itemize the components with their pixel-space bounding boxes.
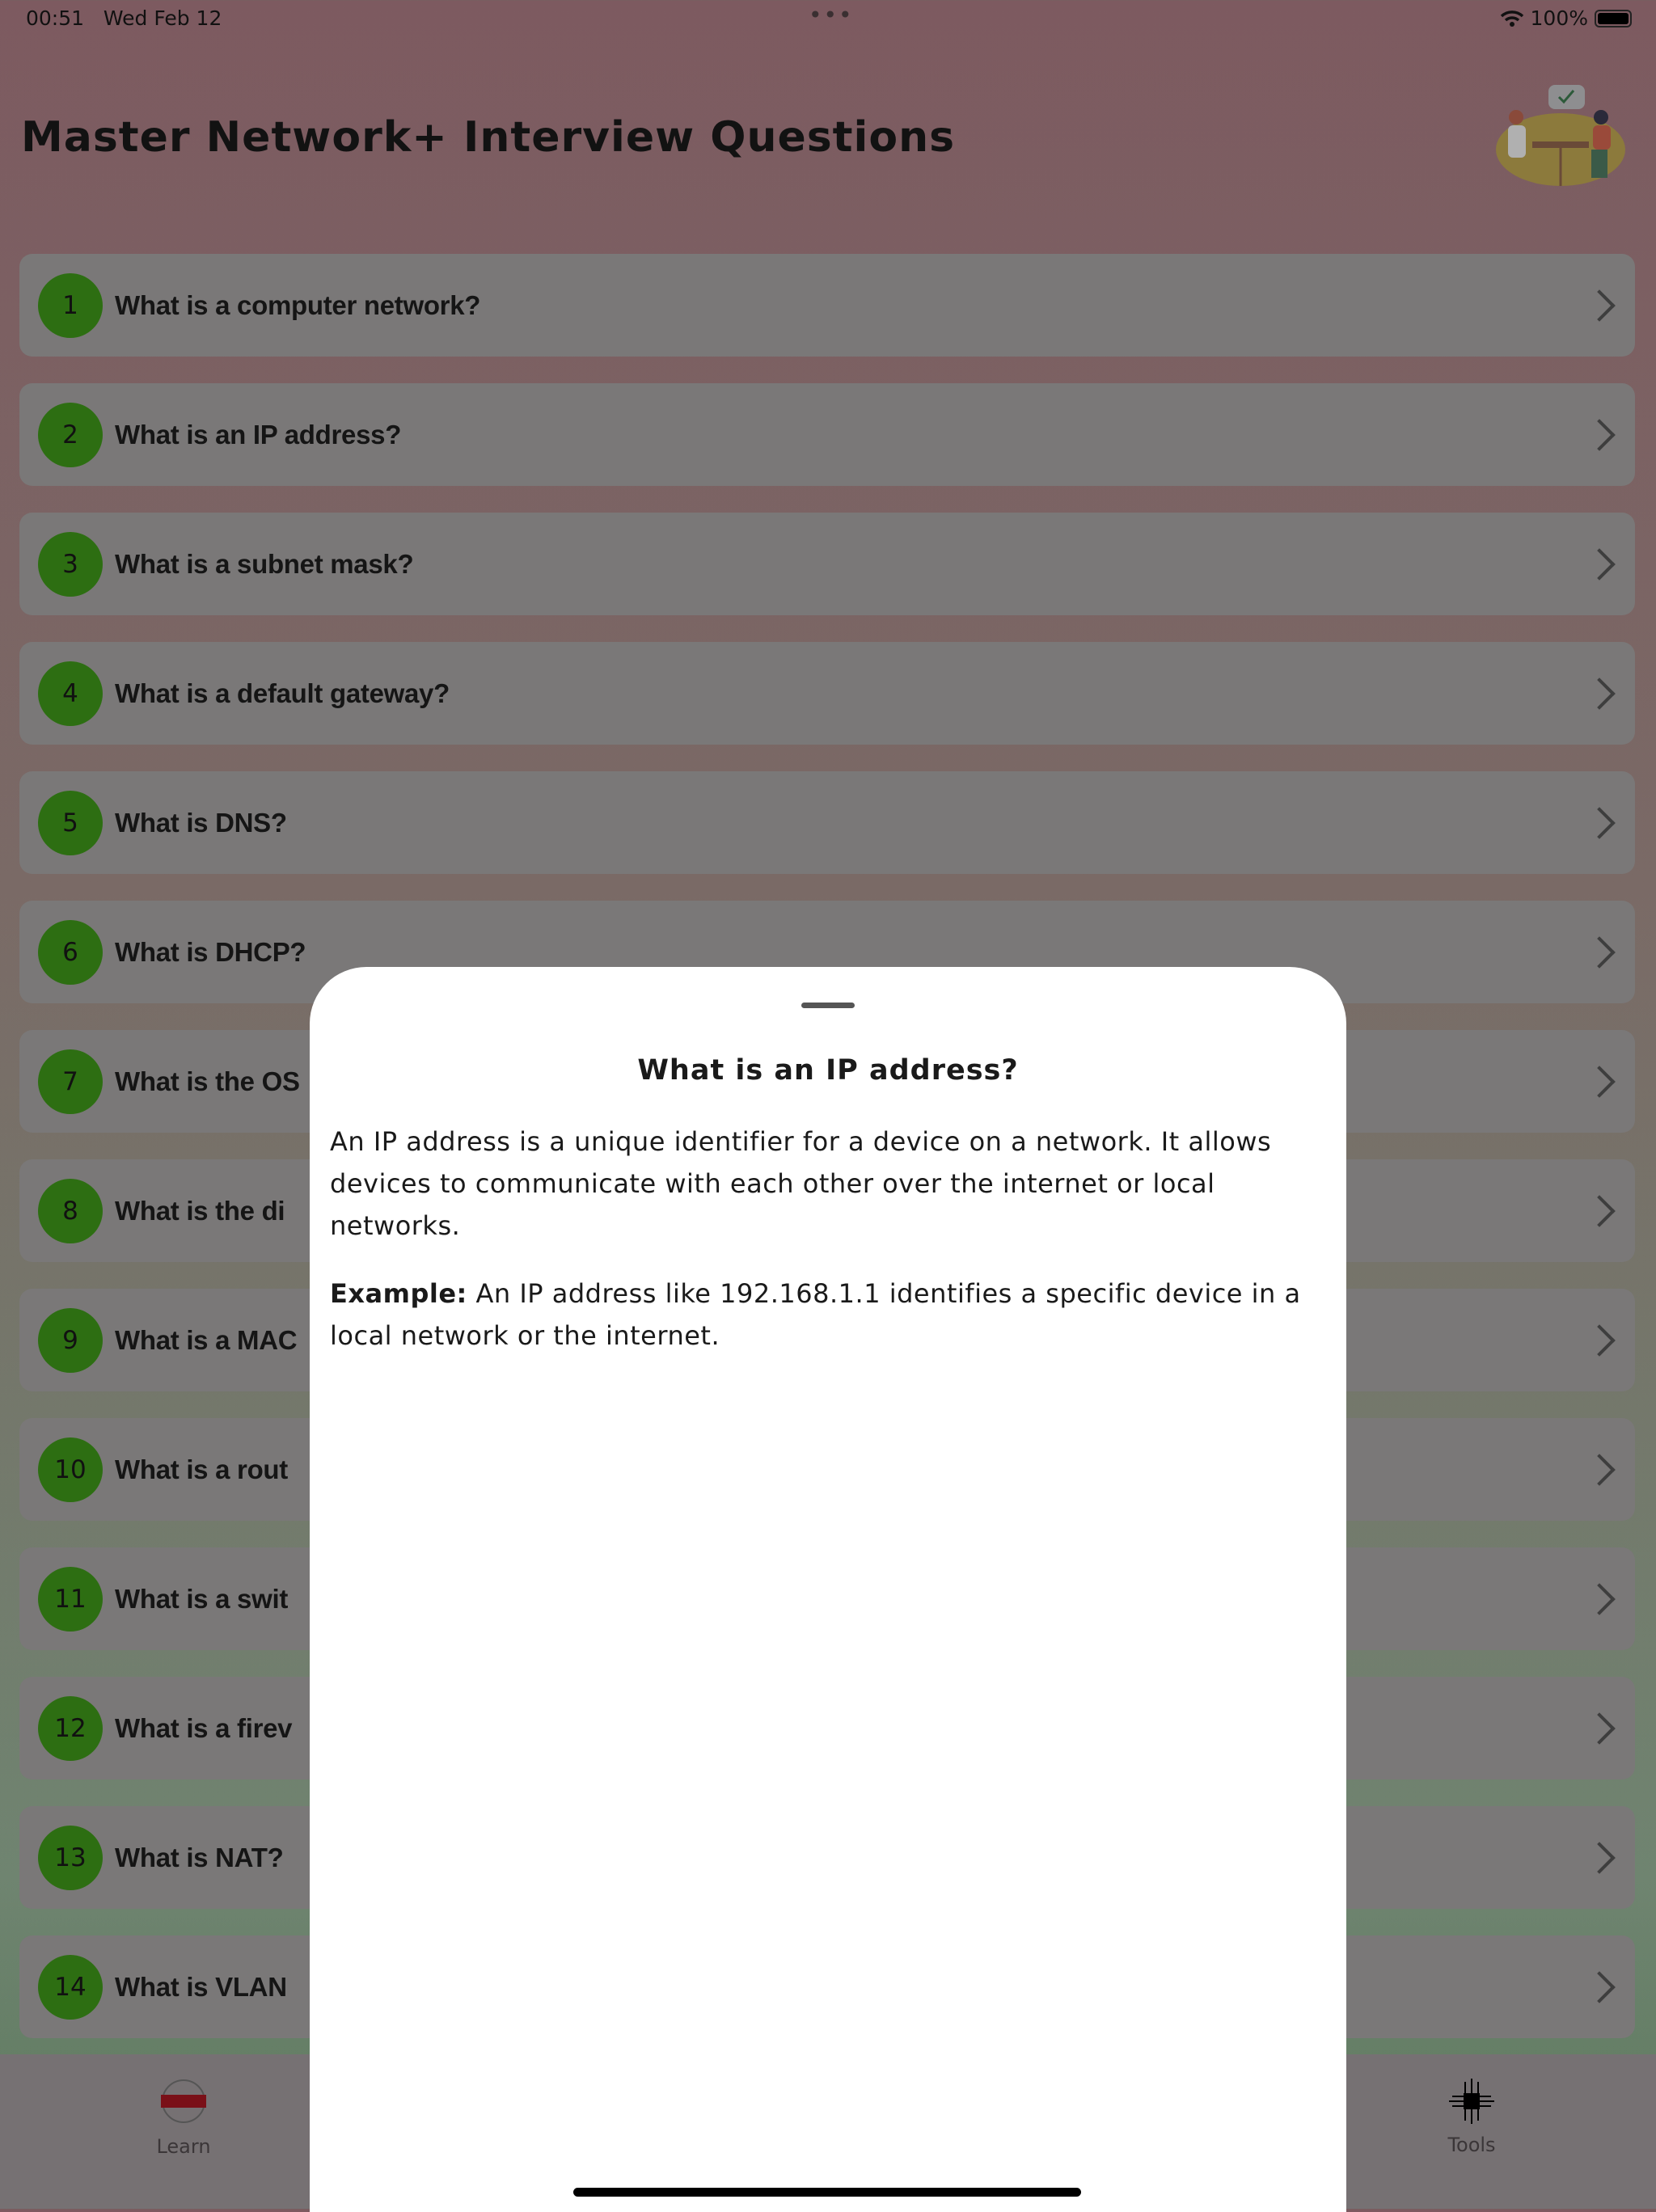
question-text: What is a swit <box>115 1583 289 1614</box>
question-number-badge: 6 <box>38 920 103 985</box>
battery-percent: 100% <box>1530 6 1588 30</box>
question-number-badge: 1 <box>38 273 103 338</box>
multitask-dots[interactable]: ••• <box>809 2 854 28</box>
question-row[interactable] <box>19 771 1635 874</box>
question-text: What is DHCP? <box>115 936 306 967</box>
chevron-right-icon <box>1583 678 1616 710</box>
question-text: What is a computer network? <box>115 289 481 320</box>
question-row[interactable] <box>19 383 1635 486</box>
question-row[interactable] <box>19 254 1635 357</box>
question-number-badge: 14 <box>38 1955 103 2020</box>
chevron-right-icon <box>1583 419 1616 451</box>
status-bar <box>0 0 1656 39</box>
chevron-right-icon <box>1583 1971 1616 2003</box>
question-number-badge: 4 <box>38 661 103 726</box>
chevron-right-icon <box>1583 1066 1616 1098</box>
question-number-badge: 12 <box>38 1696 103 1761</box>
home-indicator[interactable] <box>573 2188 1081 2197</box>
question-text: What is the OS <box>115 1066 300 1096</box>
answer-sheet <box>310 967 1346 2212</box>
question-text: What is an IP address? <box>115 419 402 450</box>
tab-tools-label: Tools <box>1447 2134 1496 2156</box>
question-number-badge: 5 <box>38 791 103 855</box>
question-text: What is DNS? <box>115 807 287 838</box>
tab-learn[interactable] <box>127 2077 240 2158</box>
chevron-right-icon <box>1583 1842 1616 1874</box>
question-number-badge: 10 <box>38 1437 103 1502</box>
question-number-badge: 8 <box>38 1179 103 1243</box>
question-text: What is a MAC <box>115 1324 298 1355</box>
tab-learn-label: Learn <box>156 2135 211 2158</box>
question-text: What is a default gateway? <box>115 678 450 708</box>
chevron-right-icon <box>1583 548 1616 580</box>
question-text: What is a rout <box>115 1454 288 1484</box>
ai-chip-icon <box>1447 2077 1496 2125</box>
question-number-badge: 11 <box>38 1567 103 1632</box>
wifi-icon <box>1500 10 1524 27</box>
answer-text: An IP address is a unique identifier for a device on a network. It allows devices to communicate with each other over the internet or local networks. <box>330 1126 1272 1241</box>
question-number-badge: 13 <box>38 1826 103 1890</box>
chevron-right-icon <box>1583 1454 1616 1486</box>
question-number-badge: 3 <box>38 532 103 597</box>
battery-icon <box>1595 10 1632 27</box>
example-text: Example: An IP address like 192.168.1.1 identifies a specific device in a local network or the internet. <box>330 1278 1301 1351</box>
tab-tools[interactable] <box>1415 2077 1528 2156</box>
network-plus-icon <box>158 2077 209 2125</box>
chevron-right-icon <box>1583 1583 1616 1615</box>
question-text: What is VLAN <box>115 1971 287 2002</box>
sheet-drag-handle[interactable] <box>801 1003 855 1008</box>
question-number-badge: 7 <box>38 1049 103 1114</box>
interview-illustration <box>1488 81 1629 190</box>
chevron-right-icon <box>1583 289 1616 322</box>
question-text: What is a subnet mask? <box>115 548 414 579</box>
question-number-badge: 2 <box>38 403 103 467</box>
sheet-title: What is an IP address? <box>637 1054 1019 1087</box>
chevron-right-icon <box>1583 1712 1616 1745</box>
chevron-right-icon <box>1583 807 1616 839</box>
question-text: What is the di <box>115 1195 285 1226</box>
chevron-right-icon <box>1583 936 1616 969</box>
chevron-right-icon <box>1583 1324 1616 1357</box>
question-text: What is a firev <box>115 1712 293 1743</box>
question-text: What is NAT? <box>115 1842 284 1872</box>
question-number-badge: 9 <box>38 1308 103 1373</box>
question-row[interactable] <box>19 513 1635 615</box>
question-row[interactable] <box>19 642 1635 745</box>
status-time: 00:51 Wed Feb 12 <box>26 6 222 30</box>
chevron-right-icon <box>1583 1195 1616 1227</box>
page-title: Master Network+ Interview Questions <box>21 113 956 162</box>
